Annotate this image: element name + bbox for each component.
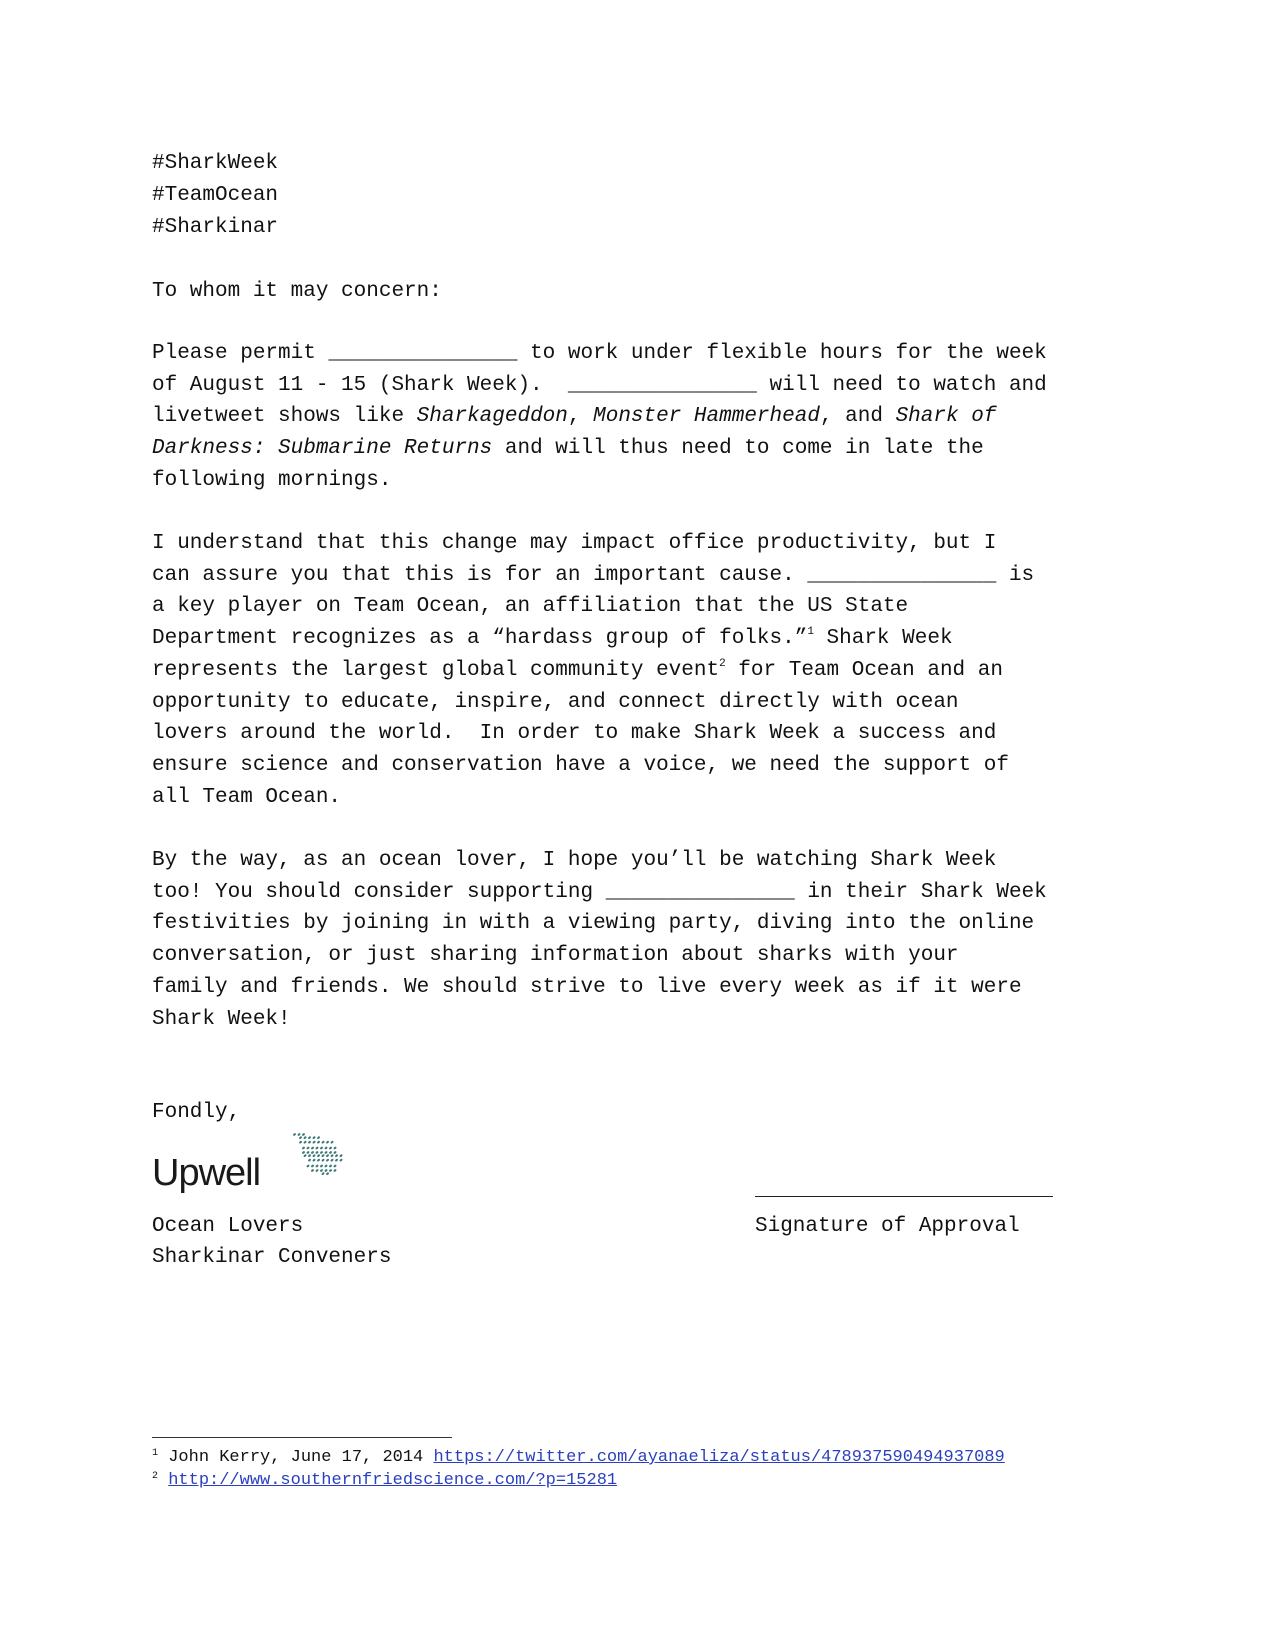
- logo-wordmark: Upwell: [152, 1152, 261, 1194]
- hashtag: #TeamOcean: [152, 184, 279, 207]
- leaf-dot: [321, 1172, 325, 1176]
- leaf-dot: [320, 1151, 324, 1155]
- footnote-divider: [152, 1437, 452, 1438]
- leaf-dot: [311, 1169, 315, 1173]
- footnote-ref: 1: [807, 626, 814, 639]
- leaf-dot: [317, 1154, 321, 1158]
- leaf-dot: [320, 1146, 324, 1150]
- leaf-dot: [326, 1158, 330, 1162]
- leaf-dot: [299, 1136, 303, 1140]
- leaf-dot: [329, 1151, 333, 1155]
- leaf-dot: [330, 1140, 334, 1144]
- leaf-dot: [333, 1151, 337, 1155]
- leaf-dot: [303, 1154, 307, 1158]
- leaf-dot: [303, 1140, 307, 1144]
- signatory-line: Sharkinar Conveners: [152, 1246, 392, 1269]
- leaf-dot: [317, 1140, 321, 1144]
- leaf-dot: [315, 1164, 319, 1168]
- signature-line: [755, 1196, 1053, 1197]
- leaf-dot: [303, 1136, 307, 1140]
- hashtag-list: [152, 148, 278, 244]
- paragraph-team-ocean: I understand that this change may impact office productivity, but I can assure you that this is for an important cause. _______________ is a key player on Team Ocean, an affiliation that the US State Department recognizes as a “hardass group of folks.”$^1$ Shark Week represents the largest global community event$^2$ for Team Ocean and an opportunity to educate, inspire, and connect directly with ocean lovers around the world. In order to make Shark Week a success and ensure science and conservation have a voice, we need the support of all Team Ocean.: [152, 532, 1035, 809]
- footnote: $^2$ http://www.southernfriedscience.com/?p=15281: [152, 1471, 618, 1490]
- show-title: Monster Hammerhead: [593, 405, 820, 429]
- leaf-dot: [320, 1169, 324, 1173]
- leaf-dot: [317, 1158, 321, 1162]
- leaf-dot: [335, 1158, 339, 1162]
- signatory-block: [152, 1211, 391, 1273]
- footnote-ref: 2: [719, 657, 726, 670]
- leaf-dots-icon: [270, 1128, 356, 1198]
- leaf-dot: [333, 1164, 337, 1168]
- closing: Fondly,: [152, 1101, 241, 1124]
- leaf-dot: [320, 1164, 324, 1168]
- leaf-dot: [302, 1151, 306, 1155]
- leaf-dot: [302, 1146, 306, 1150]
- leaf-dot: [324, 1164, 328, 1168]
- paragraph-ocean-lover: By the way, as an ocean lover, I hope you’ll be watching Shark Week too! You should consider supporting _______________ in their Shark Week festivities by joining in with a viewing party, diving into the online conversation, or just sharing information about sharks with your family and friends. We should strive to live every week as if it were Shark Week!: [152, 849, 1047, 1031]
- leaf-dot: [306, 1151, 310, 1155]
- leaf-dot: [329, 1169, 333, 1173]
- show-title: Shark of: [895, 405, 997, 429]
- show-title: Sharkageddon: [416, 405, 568, 429]
- footnote: $^1$ John Kerry, June 17, 2014 https://twitter.com/ayanaeliza/status/478937590494937089: [152, 1448, 1005, 1467]
- upwell-logo: [152, 1128, 352, 1202]
- show-title: Darkness: Submarine Returns: [152, 437, 493, 461]
- leaf-dot: [333, 1169, 337, 1173]
- leaf-dot: [312, 1154, 316, 1158]
- leaf-dot: [306, 1146, 310, 1150]
- leaf-dot: [308, 1158, 312, 1162]
- name-blank: _______________: [567, 373, 757, 397]
- footnote-link[interactable]: https://twitter.com/ayanaeliza/status/478937590494937089: [433, 1448, 1005, 1467]
- leaf-dot: [321, 1154, 325, 1158]
- leaf-dot: [311, 1164, 315, 1168]
- leaf-dot: [326, 1140, 330, 1144]
- hashtag: #SharkWeek: [152, 152, 279, 175]
- leaf-dot: [311, 1146, 315, 1150]
- salutation: To whom it may concern:: [152, 280, 442, 303]
- leaf-dot: [312, 1158, 316, 1162]
- leaf-dot: [306, 1164, 310, 1168]
- leaf-dot: [315, 1146, 319, 1150]
- leaf-dot: [329, 1146, 333, 1150]
- signature-label: Signature of Approval: [755, 1215, 1020, 1238]
- leaf-dot: [312, 1136, 316, 1140]
- leaf-dot: [339, 1154, 343, 1158]
- footnotes: [152, 1446, 1005, 1492]
- leaf-dot: [315, 1169, 319, 1173]
- leaf-dot: [308, 1136, 312, 1140]
- leaf-dot: [333, 1146, 337, 1150]
- leaf-dot: [308, 1154, 312, 1158]
- leaf-dot: [330, 1154, 334, 1158]
- leaf-dot: [329, 1164, 333, 1168]
- name-blank: _______________: [605, 880, 795, 904]
- leaf-dot: [321, 1158, 325, 1162]
- leaf-dot: [311, 1151, 315, 1155]
- leaf-dot: [326, 1154, 330, 1158]
- leaf-dot: [335, 1154, 339, 1158]
- hashtag: #Sharkinar: [152, 216, 279, 239]
- leaf-dot: [297, 1133, 301, 1137]
- leaf-dot: [326, 1172, 330, 1176]
- leaf-dot: [312, 1140, 316, 1144]
- footnote-link[interactable]: http://www.southernfriedscience.com/?p=15281: [168, 1471, 618, 1490]
- leaf-dot: [317, 1136, 321, 1140]
- leaf-dot: [299, 1140, 303, 1144]
- paragraph-permission: Please permit _______________ to work under flexible hours for the week of August 11 - 15 (Shark Week). _______________ will need to watch and livetweet shows like Sharkageddon, Monster Hammerhead, and Shark of Darkness: Submarine Returns and will thus need to come in late the following mornings.: [152, 342, 1047, 492]
- signatory-line: Ocean Lovers: [152, 1215, 304, 1238]
- leaf-dot: [324, 1151, 328, 1155]
- leaf-dot: [302, 1133, 306, 1137]
- leaf-dot: [339, 1158, 343, 1162]
- name-blank: _______________: [807, 563, 997, 587]
- name-blank: _______________: [328, 342, 518, 365]
- leaf-dot: [321, 1140, 325, 1144]
- leaf-dot: [293, 1133, 297, 1137]
- leaf-dot: [315, 1151, 319, 1155]
- leaf-dot: [330, 1158, 334, 1162]
- leaf-dot: [324, 1146, 328, 1150]
- leaf-dot: [324, 1169, 328, 1173]
- leaf-dot: [308, 1140, 312, 1144]
